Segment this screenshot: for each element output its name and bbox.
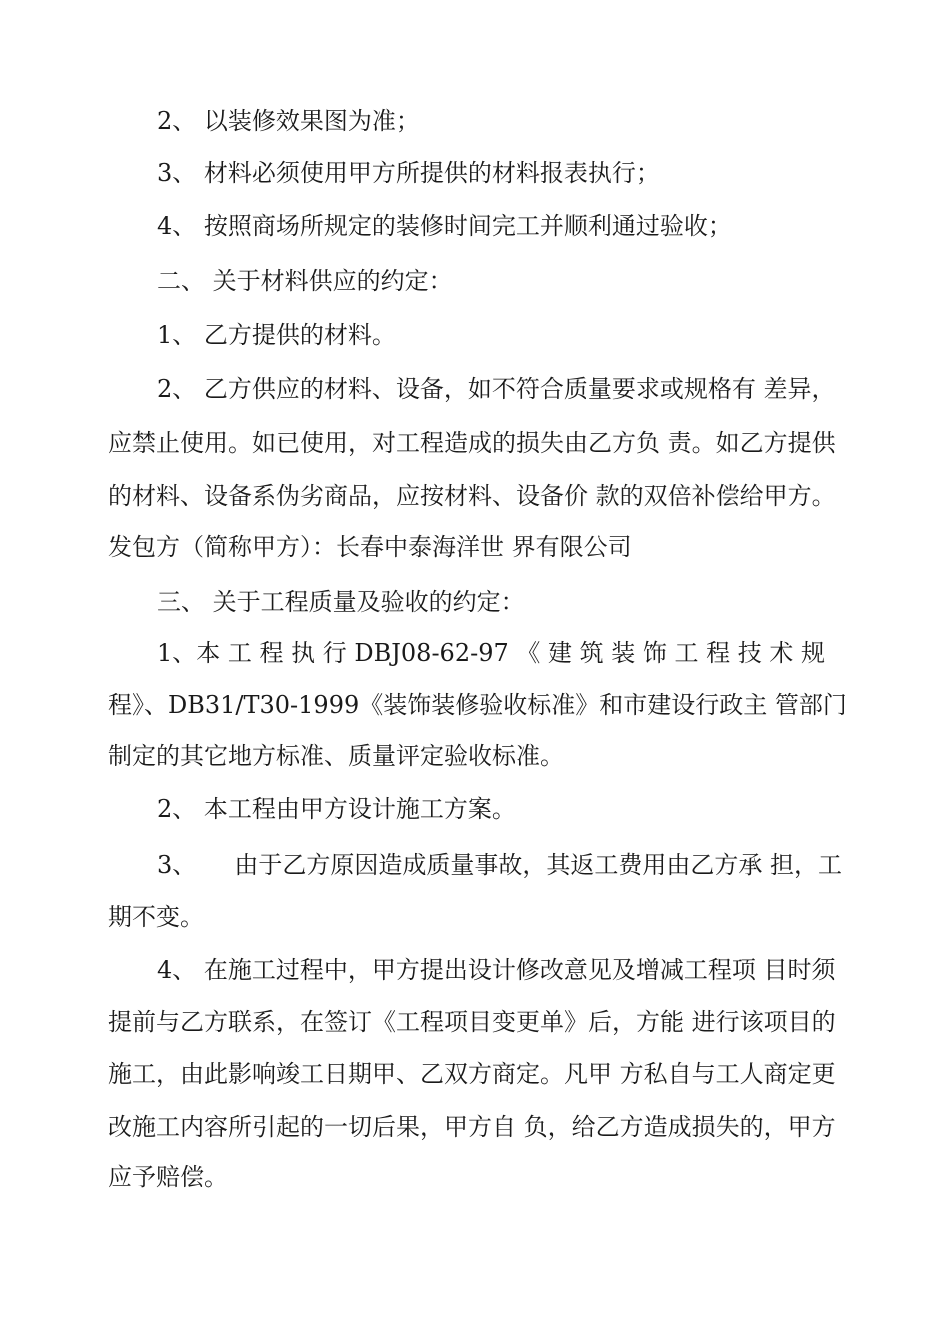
text-line: 1、本 工 程 执 行 DBJ08-62-97 《 建 筑 装 饰 工 程 技 术 规: [157, 639, 826, 667]
text-line: 应予赔偿。: [108, 1163, 228, 1191]
text-line: 3、 材料必须使用甲方所提供的材料报表执行；: [157, 159, 660, 187]
text-line: 发包方（简称甲方）：长春中泰海洋世 界有限公司: [108, 533, 632, 561]
text-line: 改施工内容所引起的一切后果，甲方自 负，给乙方造成损失的，甲方: [108, 1113, 836, 1141]
text-line: 施工，由此影响竣工日期甲、乙双方商定。凡甲 方私自与工人商定更: [108, 1060, 836, 1088]
text-line: 4、 按照商场所规定的装修时间完工并顺利通过验收；: [157, 212, 732, 240]
text-line: 4、 在施工过程中，甲方提出设计修改意见及增减工程项 目时须: [157, 956, 836, 984]
text-line: 3、 由于乙方原因造成质量事故，其返工费用由乙方承 担，工: [157, 851, 843, 879]
text-line: 的材料、设备系伪劣商品，应按材料、设备价 款的双倍补偿给甲方。: [108, 482, 836, 510]
section-heading: 三、 关于工程质量及验收的约定：: [157, 588, 525, 616]
text-line: 2、 本工程由甲方设计施工方案。: [157, 795, 516, 823]
text-line: 1、 乙方提供的材料。: [157, 321, 396, 349]
text-line: 程》、DB31/T30-1999《装饰装修验收标准》和市建设行政主 管部门: [108, 691, 847, 719]
text-line: 期不变。: [108, 903, 204, 931]
text-line: 制定的其它地方标准、质量评定验收标准。: [108, 742, 564, 770]
section-heading: 二、 关于材料供应的约定：: [157, 267, 453, 295]
text-line: 2、 以装修效果图为准；: [157, 107, 420, 135]
text-line: 2、 乙方供应的材料、设备，如不符合质量要求或规格有 差异，: [157, 375, 836, 403]
text-line: 应禁止使用。如已使用，对工程造成的损失由乙方负 责。如乙方提供: [108, 429, 836, 457]
text-line: 提前与乙方联系，在签订《工程项目变更单》后，方能 进行该项目的: [108, 1008, 836, 1036]
